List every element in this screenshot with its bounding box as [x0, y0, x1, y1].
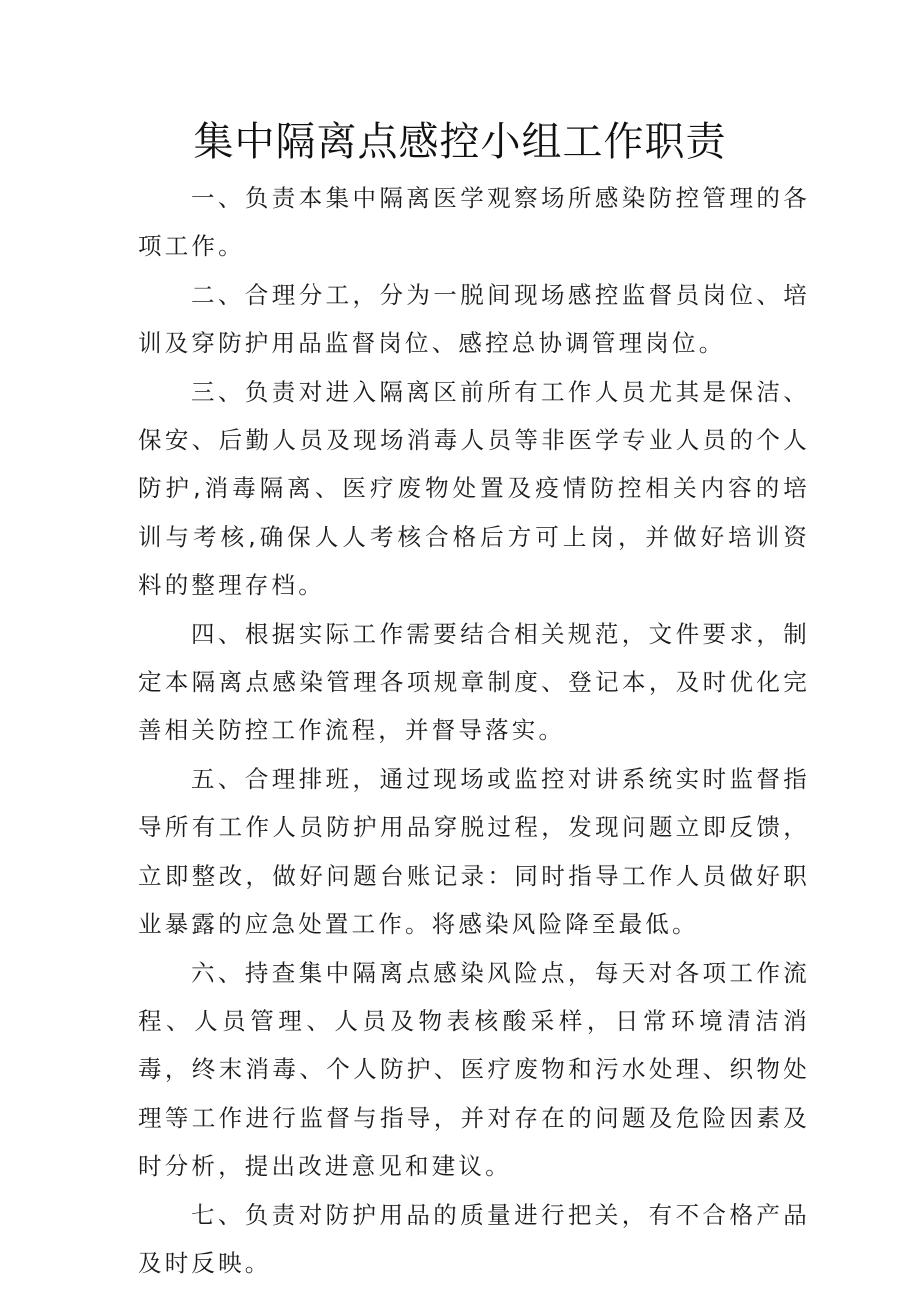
paragraph-1: 一、负责本集中隔离医学观察场所感染防控管理的各项工作。: [138, 184, 810, 261]
paragraph-5: 五、合理排班，通过现场或监控对讲系统实时监督指导所有工作人员防护用品穿脱过程，发现问题立即反馈，立即整改，做好问题台账记录：同时指导工作人员做好职业暴露的应急处置工作。将感染风险降至最低。: [138, 764, 810, 939]
paragraph-4: 四、根据实际工作需要结合相关规范，文件要求，制定本隔离点感染管理各项规章制度、登记本，及时优化完善相关防控工作流程，并督导落实。: [138, 619, 810, 745]
paragraph-2: 二、合理分工，分为一脱间现场感控监督员岗位、培训及穿防护用品监督岗位、感控总协调管理岗位。: [138, 280, 810, 358]
paragraph-3: 三、负责对进入隔离区前所有工作人员尤其是保洁、保安、后勤人员及现场消毒人员等非医学专业人员的个人防护,消毒隔离、医疗废物处置及疫情防控相关内容的培训与考核,确保人人考核合格后方可上岗，并做好培训资料的整理存档。: [138, 377, 810, 600]
document-title: 集中隔离点感控小组工作职责: [193, 119, 727, 165]
paragraph-7: 七、负责对防护用品的质量进行把关，有不合格产品及时反映。: [138, 1200, 810, 1277]
paragraph-6: 六、持查集中隔离点感染风险点，每天对各项工作流程、人员管理、人员及物表核酸采样，日常环境清洁消毒，终末消毒、个人防护、医疗废物和污水处理、织物处理等工作进行监督与指导，并对存在的问题及危险因素及时分析，提出改进意见和建议。: [138, 958, 810, 1181]
document-body: [138, 174, 810, 1287]
